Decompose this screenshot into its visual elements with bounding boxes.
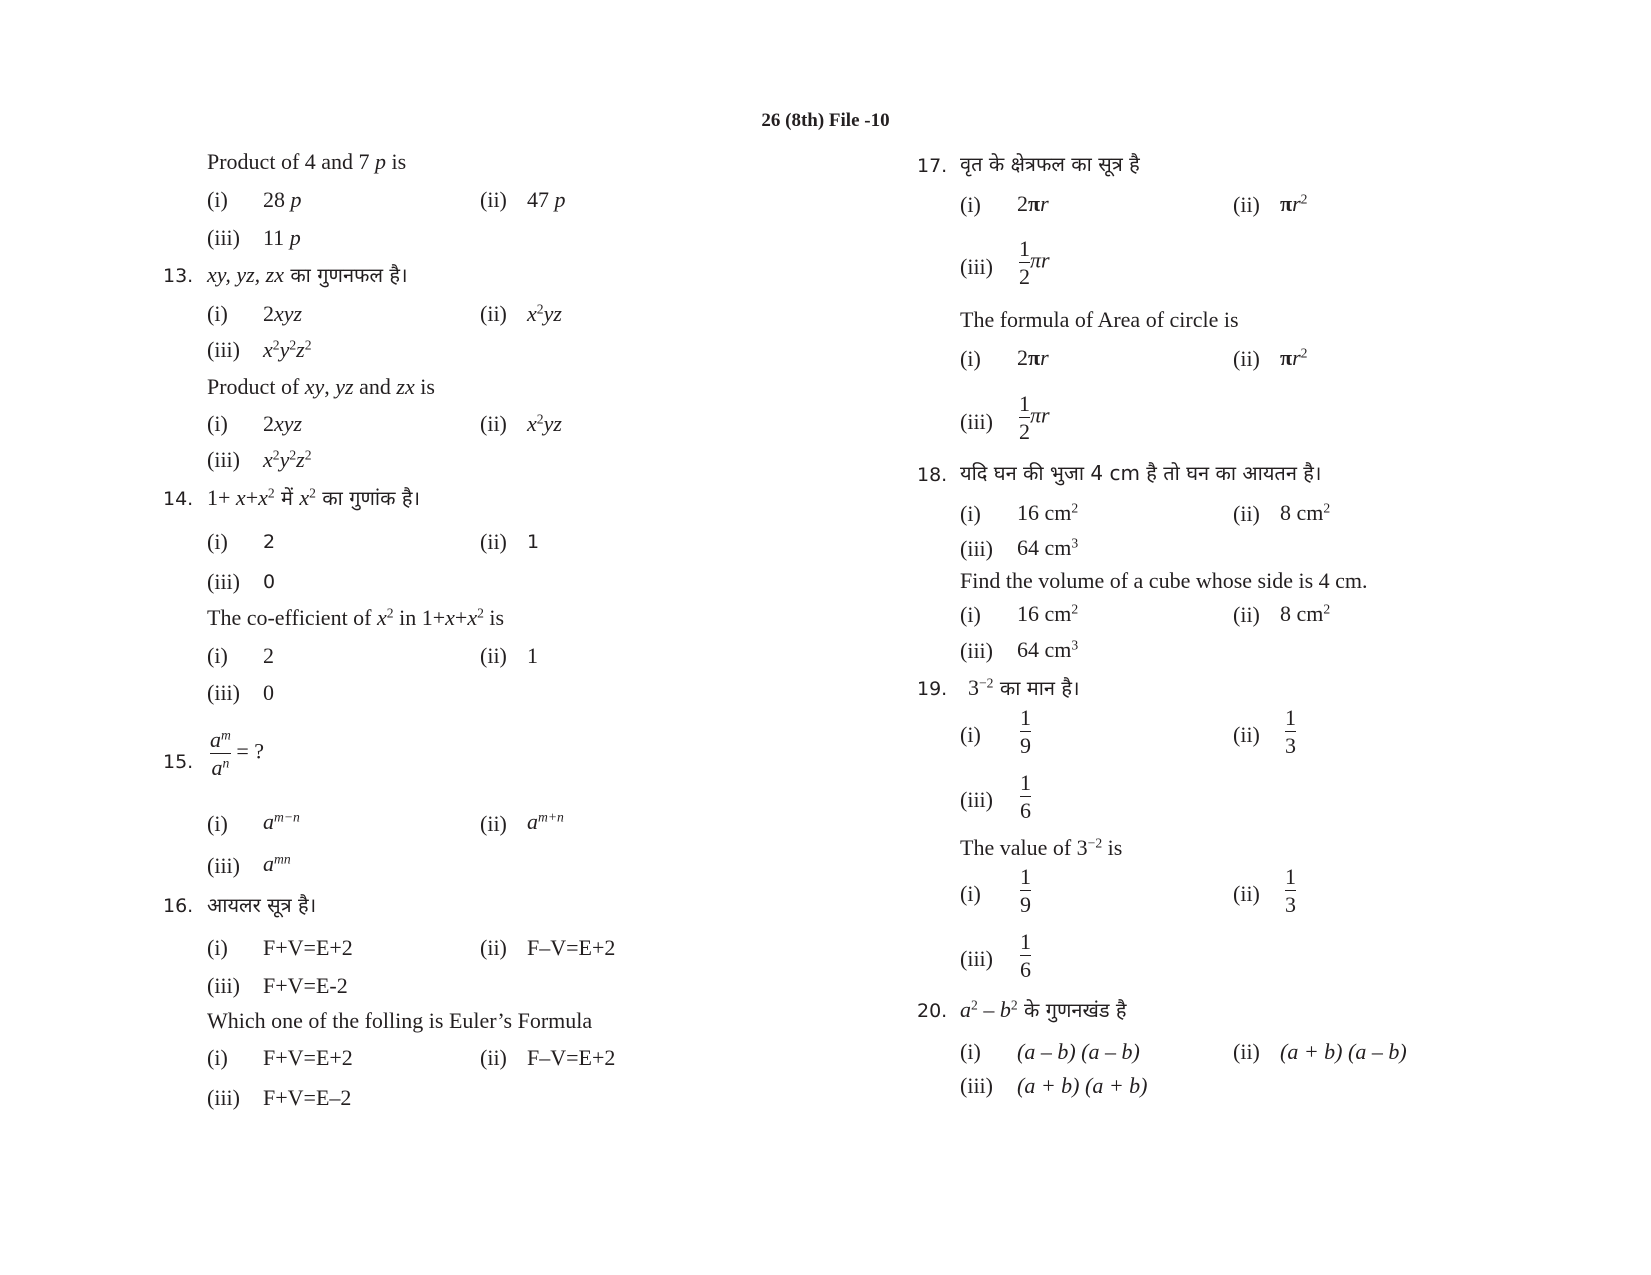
q18-hi-opt-ii-label: (ii) — [1233, 501, 1260, 526]
q19-hi-opt-iii: $\frac{1}{6}$ — [1020, 770, 1031, 824]
q13-number: 13. — [163, 265, 194, 287]
q16-en-opt-iii-label: (iii) — [207, 1085, 240, 1110]
q16-english-text: Which one of the folling is Euler’s Formula — [207, 1008, 593, 1033]
q13-en-opt-ii-label: (ii) — [480, 411, 507, 436]
q16-hi-opt-i: F+V=E+2 — [263, 935, 353, 960]
q18-english-text: Find the volume of a cube whose side is 4 cm. — [960, 568, 1368, 593]
q13-en-opt-i-label: (i) — [207, 411, 228, 436]
q15-number: 15. — [163, 751, 194, 773]
q16-hi-opt-i-label: (i) — [207, 935, 228, 960]
q20-opt-iii: (a + b) (a + b) — [1017, 1073, 1148, 1098]
q14-hi-opt-ii-label: (ii) — [480, 529, 507, 554]
q14-hindi-text: $1+ x+x^2$ में $x^2$ का गुणांक है। — [207, 485, 421, 510]
q17-hi-opt-i-label: (i) — [960, 192, 981, 217]
q19-hi-opt-ii-label: (ii) — [1233, 722, 1260, 747]
q20-opt-ii-label: (ii) — [1233, 1039, 1260, 1064]
q16-en-opt-ii: F–V=E+2 — [527, 1045, 616, 1070]
q16-number: 16. — [163, 895, 194, 917]
q13-hi-opt-i: 2xyz — [263, 301, 303, 326]
q17-en-opt-iii: $\frac{1}{2}$ πr — [1019, 391, 1050, 445]
q19-english-text: The value of $3^{-2}$ is — [960, 835, 1123, 860]
q19-hi-opt-i-label: (i) — [960, 722, 981, 747]
q13-en-opt-iii: $x^2y^2z^2$ — [263, 447, 312, 472]
q14-en-opt-ii-label: (ii) — [480, 643, 507, 668]
q13-hi-opt-iii-label: (iii) — [207, 337, 240, 362]
q17-en-opt-i: 2πr — [1017, 345, 1049, 370]
q14-hi-opt-ii: 1 — [527, 531, 540, 553]
q19-en-opt-iii: $\frac{1}{6}$ — [1020, 929, 1031, 983]
q13-hindi-text: xy, yz, zx का गुणनफल है। — [207, 262, 408, 287]
q14-english-text: The co-efficient of $x^2$ in $1+x+x^2$ is — [207, 605, 505, 630]
q13-hi-opt-ii-label: (ii) — [480, 301, 507, 326]
q19-hi-opt-ii: $\frac{1}{3}$ — [1285, 705, 1296, 759]
q15-expression: $\frac{a^m}{a^n}$ = ? — [210, 727, 265, 781]
q12-opt-i-label: (i) — [207, 187, 228, 212]
q16-hi-opt-iii-label: (iii) — [207, 973, 240, 998]
q17-hi-opt-ii-label: (ii) — [1233, 192, 1260, 217]
q12-opt-ii-label: (ii) — [480, 187, 507, 212]
q17-hi-opt-i: 2πr — [1017, 191, 1049, 216]
q18-en-opt-ii-label: (ii) — [1233, 602, 1260, 627]
q13-hi-opt-ii: $x^2yz$ — [527, 301, 562, 326]
q13-en-opt-ii: $x^2yz$ — [527, 411, 562, 436]
q15-opt-i: $a^{m-n}$ — [263, 809, 300, 834]
q12-opt-iii: 11 p — [263, 225, 301, 250]
q17-number: 17. — [917, 155, 948, 177]
q14-hi-opt-iii: 0 — [263, 571, 276, 593]
q18-hi-opt-iii-label: (iii) — [960, 536, 993, 561]
q18-en-opt-i-label: (i) — [960, 602, 981, 627]
q17-hi-opt-iii: $\frac{1}{2}$ πr — [1019, 236, 1050, 290]
q18-en-opt-iii-label: (iii) — [960, 638, 993, 663]
q17-hindi-text: वृत के क्षेत्रफल का सूत्र है — [960, 152, 1140, 176]
q14-hi-opt-i-label: (i) — [207, 529, 228, 554]
q19-hi-opt-iii-label: (iii) — [960, 787, 993, 812]
q17-english-text: The formula of Area of circle is — [960, 307, 1239, 332]
q18-hi-opt-i-label: (i) — [960, 501, 981, 526]
q13-hi-opt-iii: $x^2y^2z^2$ — [263, 337, 312, 362]
q14-en-opt-iii-label: (iii) — [207, 680, 240, 705]
q14-en-opt-i-label: (i) — [207, 643, 228, 668]
q18-hi-opt-i: 16 $cm^2$ — [1017, 500, 1079, 525]
q13-english-text: Product of xy, yz and zx is — [207, 374, 435, 399]
q13-en-opt-iii-label: (iii) — [207, 447, 240, 472]
q15-opt-i-label: (i) — [207, 811, 228, 836]
q17-en-opt-iii-label: (iii) — [960, 409, 993, 434]
q13-en-opt-i: 2xyz — [263, 411, 303, 436]
q17-hi-opt-ii: $\pi r^2$ — [1280, 191, 1308, 216]
q14-en-opt-ii: 1 — [527, 643, 538, 668]
q20-opt-ii: (a + b) (a – b) — [1280, 1039, 1407, 1064]
q19-number: 19. — [917, 678, 948, 700]
q15-opt-iii: $a^{mn}$ — [263, 851, 291, 876]
q15-opt-ii-label: (ii) — [480, 811, 507, 836]
q14-number: 14. — [163, 488, 194, 510]
q17-en-opt-ii: $\pi r^2$ — [1280, 345, 1308, 370]
q18-hindi-text: यदि घन की भुजा 4 cm है तो घन का आयतन है। — [960, 461, 1322, 485]
q15-opt-iii-label: (iii) — [207, 853, 240, 878]
q18-en-opt-ii: 8 $cm^2$ — [1280, 601, 1331, 626]
q19-en-opt-i-label: (i) — [960, 881, 981, 906]
q12-opt-ii: 47 p — [527, 187, 566, 212]
q16-en-opt-ii-label: (ii) — [480, 1045, 507, 1070]
q16-en-opt-i-label: (i) — [207, 1045, 228, 1070]
q16-en-opt-i: F+V=E+2 — [263, 1045, 353, 1070]
q18-en-opt-iii: 64 $cm^3$ — [1017, 637, 1079, 662]
q16-hi-opt-ii: F–V=E+2 — [527, 935, 616, 960]
q18-hi-opt-ii: 8 $cm^2$ — [1280, 500, 1331, 525]
page-header: 26 (8th) File -10 — [761, 110, 890, 131]
q17-en-opt-ii-label: (ii) — [1233, 346, 1260, 371]
q19-en-opt-iii-label: (iii) — [960, 946, 993, 971]
q19-en-opt-ii: $\frac{1}{3}$ — [1285, 864, 1296, 918]
q14-hi-opt-i: 2 — [263, 531, 276, 553]
q19-hindi-text: $3^{-2}$ का मान है। — [968, 675, 1080, 700]
q17-en-opt-i-label: (i) — [960, 346, 981, 371]
q15-fraction: $\frac{a^m}{a^n}$ — [210, 727, 231, 781]
q14-hi-opt-iii-label: (iii) — [207, 569, 240, 594]
q18-hi-opt-iii: 64 $cm^3$ — [1017, 535, 1079, 560]
q17-hi-opt-iii-label: (iii) — [960, 254, 993, 279]
q14-en-opt-iii: 0 — [263, 680, 274, 705]
q16-hi-opt-iii: F+V=E-2 — [263, 973, 348, 998]
q12-opt-i: 28 p — [263, 187, 302, 212]
q13-hi-opt-i-label: (i) — [207, 301, 228, 326]
q20-opt-iii-label: (iii) — [960, 1073, 993, 1098]
q18-number: 18. — [917, 464, 948, 486]
q19-hi-opt-i: $\frac{1}{9}$ — [1020, 705, 1031, 759]
q19-en-opt-ii-label: (ii) — [1233, 881, 1260, 906]
q19-en-opt-i: $\frac{1}{9}$ — [1020, 864, 1031, 918]
q16-hindi-text: आयलर सूत्र है। — [207, 893, 317, 917]
q16-en-opt-iii: F+V=E–2 — [263, 1085, 352, 1110]
q20-hindi-text: $a^2 - b^2$ के गुणनखंड है — [960, 997, 1127, 1022]
q16-hi-opt-ii-label: (ii) — [480, 935, 507, 960]
q18-en-opt-i: 16 $cm^2$ — [1017, 601, 1079, 626]
q15-opt-ii: $a^{m+n}$ — [527, 809, 564, 834]
q20-number: 20. — [917, 1000, 948, 1022]
q12-english-text: Product of 4 and 7 p is — [207, 149, 407, 174]
q14-en-opt-i: 2 — [263, 643, 274, 668]
q12-opt-iii-label: (iii) — [207, 225, 240, 250]
q20-opt-i-label: (i) — [960, 1039, 981, 1064]
q20-opt-i: (a – b) (a – b) — [1017, 1039, 1140, 1064]
